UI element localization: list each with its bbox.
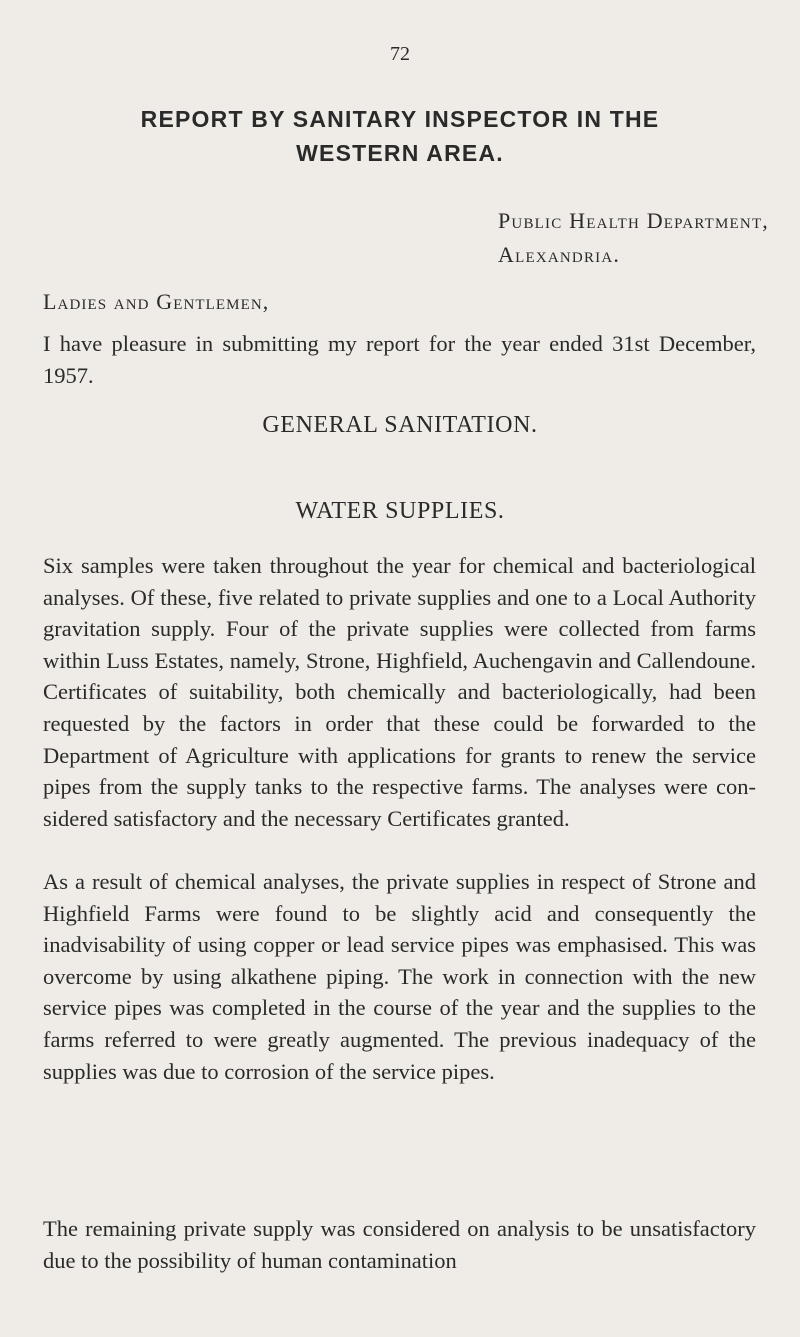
sender-address — [498, 204, 769, 272]
report-title — [60, 102, 740, 170]
address-line-2: Alexandria. — [498, 242, 621, 267]
paragraph-chemical-analyses: As a result of chemical analyses, the private supplies in respect of Strone and Highfield Farms were found to be slightly acid and consequently the inadvisability of using copper or lead service pipes was emphasised. This was overcome by using alkathene piping. The work in connection with the new service pipes was completed in the course of the year and the supplies to the farms referred to were greatly augmented. The previous inadequacy of the supplies was due to corrosion of the service pipes. — [43, 869, 756, 1084]
paragraph-samples: Six samples were taken throughout the year for chemical and bacteriological analyses. Of these, five related to private supplies and one to a Local Authority gravitation supply. Four of the private supplies were collected from farms within Luss Estates, namely, Strone, Highfield, Auchengavin and Callendoune. Certificates of suitability, both chemically and bacteriologically, had been requested by the factors in order that these could be forwarded to the Department of Agriculture with applications for grants to renew the service pipes from the supply tanks to the respective farms. The analyses were considered satisfactory and the necessary Certificates granted. — [43, 553, 756, 831]
salutation: Ladies and Gentlemen, — [43, 289, 270, 314]
report-title-line-1: REPORT BY SANITARY INSPECTOR IN THE — [140, 106, 660, 132]
heading-water-supplies: WATER SUPPLIES. — [295, 498, 505, 524]
intro-paragraph: I have pleasure in submitting my report for the year ended 31st December, 1957. — [43, 331, 756, 388]
paragraph-remaining-supply: The remaining private supply was considered on analysis to be unsatisfactory due to the possibility of human contamination — [43, 1216, 756, 1273]
report-title-line-2: WESTERN AREA. — [296, 140, 504, 166]
address-line-1: Public Health Department, — [498, 208, 770, 233]
heading-general-sanitation: GENERAL SANITATION. — [262, 412, 538, 438]
page-number: 72 — [390, 43, 410, 65]
